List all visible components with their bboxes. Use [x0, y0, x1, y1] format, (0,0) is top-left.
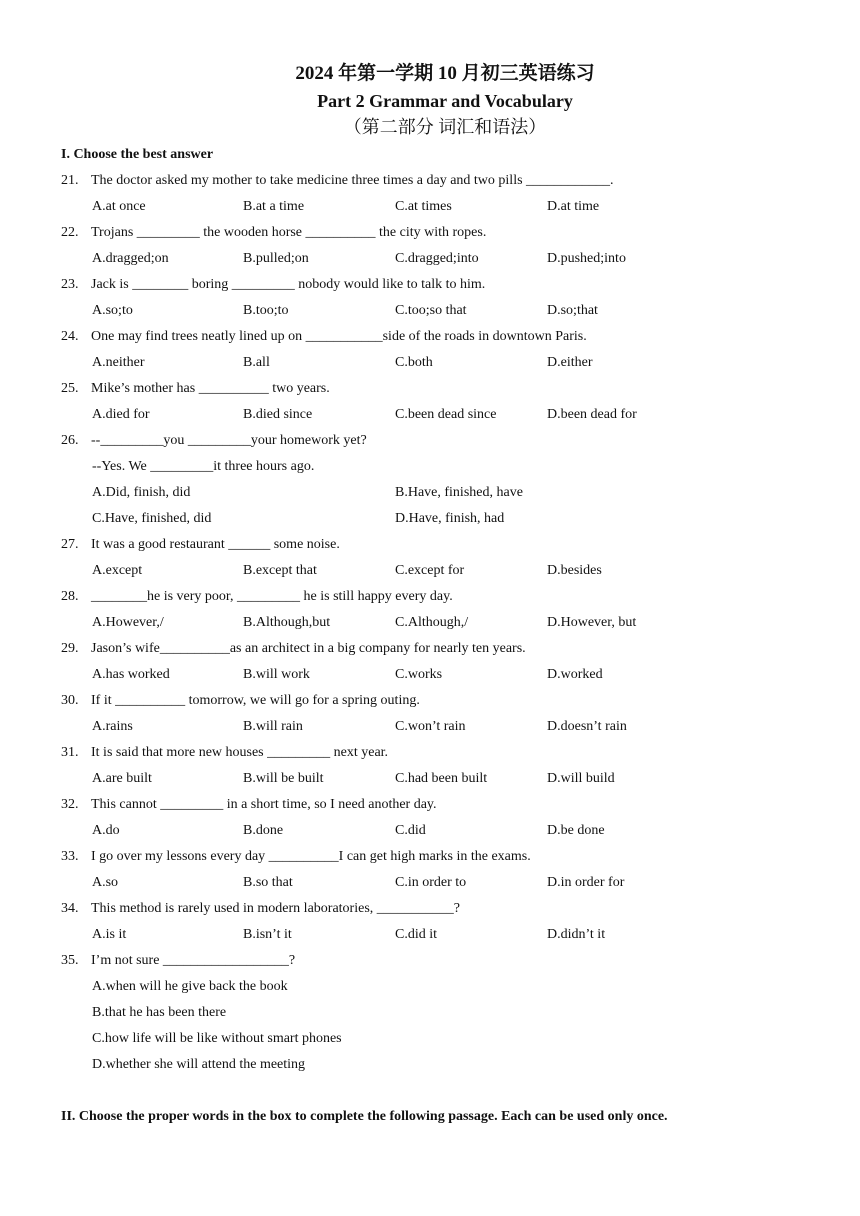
option-a[interactable]: A.is it: [92, 927, 127, 942]
question-number: 22.: [61, 225, 79, 240]
option-d[interactable]: D.worked: [547, 667, 603, 682]
question-30: [61, 693, 420, 709]
question-number: 30.: [61, 693, 79, 708]
question-number: 34.: [61, 901, 79, 916]
option-c[interactable]: C.won’t rain: [395, 719, 466, 734]
question-number: 32.: [61, 797, 79, 812]
option-c[interactable]: C.did: [395, 823, 426, 838]
option-a[interactable]: A.when will he give back the book: [92, 979, 288, 994]
option-a[interactable]: A.do: [92, 823, 120, 838]
option-b[interactable]: B.all: [243, 355, 270, 370]
question-24: [61, 329, 587, 345]
question-number: 33.: [61, 849, 79, 864]
question-25: [61, 381, 330, 397]
question-33: [61, 849, 531, 865]
option-b[interactable]: B.Have, finished, have: [395, 485, 523, 500]
question-31: [61, 745, 388, 761]
question-35: [61, 953, 295, 969]
option-b[interactable]: B.will rain: [243, 719, 303, 734]
option-a[interactable]: A.so: [92, 875, 119, 890]
question-text: Jack is ________ boring _________ nobody would like to talk to him.: [91, 277, 486, 292]
option-d[interactable]: D.been dead for: [547, 407, 637, 422]
option-d[interactable]: D.doesn’t rain: [547, 719, 627, 734]
exam-title: 2024 年第一学期 10 月初三英语练习: [295, 63, 595, 84]
option-c[interactable]: C.did it: [395, 927, 438, 942]
option-a[interactable]: A.except: [92, 563, 143, 578]
option-d[interactable]: D.Have, finish, had: [395, 511, 505, 526]
option-d[interactable]: D.besides: [547, 563, 602, 578]
question-34: [61, 901, 460, 917]
option-b[interactable]: B.isn’t it: [243, 927, 292, 942]
option-d[interactable]: D.However, but: [547, 615, 637, 630]
question-32: [61, 797, 437, 813]
question-text: If it __________ tomorrow, we will go for a spring outing.: [91, 693, 420, 708]
option-b[interactable]: B.done: [243, 823, 284, 838]
question-21: [61, 173, 614, 189]
option-b[interactable]: B.except that: [243, 563, 317, 578]
option-d[interactable]: D.either: [547, 355, 593, 370]
option-d[interactable]: D.whether she will attend the meeting: [92, 1057, 306, 1072]
option-b[interactable]: B.too;to: [243, 303, 289, 318]
question-text: I go over my lessons every day __________I can get high marks in the exams.: [91, 849, 531, 864]
option-b[interactable]: B.that he has been there: [92, 1005, 227, 1020]
question-number: 27.: [61, 537, 79, 552]
option-c[interactable]: C.except for: [395, 563, 465, 578]
question-text: --_________you _________your homework yet?: [91, 433, 367, 448]
option-d[interactable]: D.at time: [547, 199, 600, 214]
question-number: 29.: [61, 641, 79, 656]
question-text: One may find trees neatly lined up on ___________side of the roads in downtown Paris.: [91, 329, 587, 344]
question-26: [61, 433, 367, 449]
option-c[interactable]: C.in order to: [395, 875, 467, 890]
option-d[interactable]: D.didn’t it: [547, 927, 606, 942]
question-number: 26.: [61, 433, 79, 448]
question-text: The doctor asked my mother to take medicine three times a day and two pills ____________.: [91, 173, 614, 188]
option-a[interactable]: A.has worked: [92, 667, 170, 682]
question-29: [61, 641, 526, 657]
question-27: [61, 537, 340, 553]
option-c[interactable]: C.Have, finished, did: [92, 511, 212, 526]
option-c[interactable]: C.had been built: [395, 771, 488, 786]
question-text: Jason’s wife__________as an architect in a big company for nearly ten years.: [91, 641, 526, 656]
question-text: ________he is very poor, _________ he is still happy every day.: [91, 589, 453, 604]
question-text: This cannot _________ in a short time, so I need another day.: [91, 797, 437, 812]
option-c[interactable]: C.at times: [395, 199, 452, 214]
question-text: It was a good restaurant ______ some noise.: [91, 537, 340, 552]
option-b[interactable]: B.so that: [243, 875, 293, 890]
option-d[interactable]: D.be done: [547, 823, 605, 838]
option-a[interactable]: A.However,/: [92, 615, 164, 630]
option-a[interactable]: A.so;to: [92, 303, 133, 318]
option-b[interactable]: B.Although,but: [243, 615, 331, 630]
option-c[interactable]: C.both: [395, 355, 433, 370]
option-a[interactable]: A.dragged;on: [92, 251, 169, 266]
option-b[interactable]: B.at a time: [243, 199, 305, 214]
option-a[interactable]: A.neither: [92, 355, 145, 370]
option-c[interactable]: C.too;so that: [395, 303, 467, 318]
option-b[interactable]: B.died since: [243, 407, 313, 422]
option-c[interactable]: C.works: [395, 667, 443, 682]
option-b[interactable]: B.will be built: [243, 771, 324, 786]
question-text: I’m not sure __________________?: [91, 953, 296, 968]
option-a[interactable]: A.Did, finish, did: [92, 485, 191, 500]
option-d[interactable]: D.will build: [547, 771, 615, 786]
part-title-cn: （第二部分 词汇和语法）: [343, 117, 547, 137]
option-d[interactable]: D.so;that: [547, 303, 598, 318]
question-text: Mike’s mother has __________ two years.: [91, 381, 330, 396]
title-block: [0, 60, 860, 140]
option-c[interactable]: C.been dead since: [395, 407, 497, 422]
option-c[interactable]: C.how life will be like without smart phones: [92, 1031, 342, 1046]
question-22: [61, 225, 486, 241]
question-text: This method is rarely used in modern laboratories, ___________?: [91, 901, 460, 916]
option-a[interactable]: A.rains: [92, 719, 133, 734]
option-c[interactable]: C.Although,/: [395, 615, 469, 630]
option-d[interactable]: D.in order for: [547, 875, 625, 890]
question-text: Trojans _________ the wooden horse __________ the city with ropes.: [91, 225, 487, 240]
option-d[interactable]: D.pushed;into: [547, 251, 626, 266]
option-c[interactable]: C.dragged;into: [395, 251, 479, 266]
option-a[interactable]: A.are built: [92, 771, 152, 786]
question-number: 24.: [61, 329, 79, 344]
section-1-heading: I. Choose the best answer: [61, 147, 214, 162]
question-number: 35.: [61, 953, 79, 968]
option-b[interactable]: B.will work: [243, 667, 310, 682]
section-2-heading: II. Choose the proper words in the box to complete the following passage. Each can be used only once.: [61, 1109, 668, 1124]
option-b[interactable]: B.pulled;on: [243, 251, 309, 266]
option-a[interactable]: A.died for: [92, 407, 150, 422]
question-28: [61, 589, 453, 605]
question-26-reply: --Yes. We _________it three hours ago.: [92, 459, 315, 474]
option-a[interactable]: A.at once: [92, 199, 146, 214]
question-number: 23.: [61, 277, 79, 292]
question-number: 31.: [61, 745, 79, 760]
part-title: Part 2 Grammar and Vocabulary: [317, 91, 573, 111]
question-number: 21.: [61, 173, 79, 188]
question-text: It is said that more new houses _________ next year.: [91, 745, 389, 760]
question-number: 25.: [61, 381, 79, 396]
question-23: [61, 277, 485, 293]
question-number: 28.: [61, 589, 79, 604]
